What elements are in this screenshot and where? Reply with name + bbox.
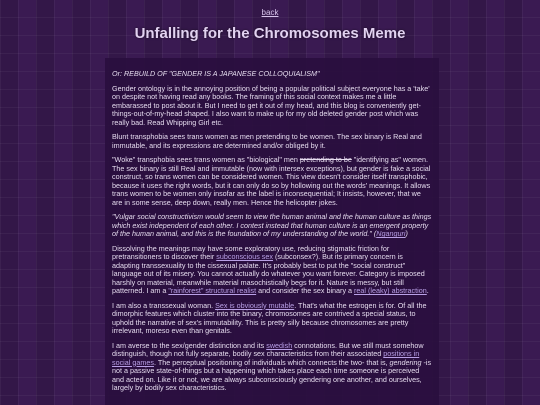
paragraph-dissolving-meanings — [112, 245, 432, 296]
quote-source-link[interactable]: Nganguri — [376, 229, 406, 238]
article-body — [105, 58, 439, 405]
swedish-link[interactable]: swedish — [266, 340, 293, 350]
text-span: (subconsex?). But its primary concern is adapting transsexuality to the cissexual palate. It's probably best to put the "social construct" language out of its misery. You cannot actually do whatever you want forever. Category is imposed harshly on material, meanwhile material masochistically begs for it. Nature is messy, but still patterned. I am a — [112, 252, 425, 295]
sex-mutable-link[interactable]: Sex is obviously mutable — [215, 300, 295, 310]
back-link[interactable]: back — [261, 8, 279, 17]
back-nav — [0, 8, 540, 17]
page-title: Unfalling for the Chromosomes Meme — [134, 25, 406, 42]
subconscious-sex-link[interactable]: subconscious sex — [216, 252, 273, 261]
emphasis-text: gendering — [389, 357, 422, 367]
text-span: . That's what the estrogen is for. Of all the dimorphic features which cluster into the binary, chromosomes are contrived a special status, to uphold the narrative of sex's immutability. This is pretty silly because chromosomes are pretty irrelevant, moreso even than genitals. — [112, 300, 427, 335]
social-games-link[interactable]: positions in social games — [112, 349, 420, 367]
quote-text: "Vulgar social constructivism would seem to view the human animal and the human culture as things which exist independent of each other. I contest instead that human culture is an emergent property of the human animal, and this is the foundation of my understanding of the world." ( — [112, 212, 432, 238]
text-span: connotations. But we still must somehow distinguish, though not fully separate, bodily sex characteristics from their associated — [112, 340, 424, 358]
leaky-abstraction-link[interactable]: real (leaky) abstraction — [354, 286, 427, 295]
struck-text: pretending to be — [299, 155, 352, 164]
paragraph-woke-transphobia — [112, 156, 432, 207]
article-subtitle: Or: REBUILD OF "GENDER IS A JAPANESE COLLOQUIALISM" — [112, 69, 320, 78]
text-span: "identifying as" women. The sex binary is still Real and immutable (now with intersex exceptions), but gender is fake a social construct, so trans women can be considered women. This view doesn't consider itself transphobic, because it uses the right words, but it can only do so by hollowing out the words' meanings. It allows trans women to be women only insofar as the label is inconsequential; It insists, however, that we are in some sense, deep down, really men. Hence the helicopter jokes. — [112, 155, 431, 207]
text-span: "Woke" transphobia sees trans women as "biological" men — [112, 155, 300, 164]
text-span: I am averse to the sex/gender distinction and its — [112, 340, 267, 350]
paragraph-blunt-transphobia: Blunt transphobia sees trans women as men pretending to be women. The sex binary is Real and immutable, and its expressions are determined and/or obliged by it. — [112, 132, 422, 150]
text-span: . — [426, 286, 429, 295]
paragraph-intro: Gender ontology is in the annoying position of being a popular political subject everyone has a 'take' on despite not having read any books. The framing of this social context makes me a little embarassed to post about it. But I need to get it out of my head, and this blog is conveniently get-things-out-of-my-head shaped. I also want to make up for my old deleted gender post which was really bad. Read Whipping Girl etc. — [112, 83, 430, 127]
text-span: I am also a transsexual woman. — [112, 300, 216, 310]
blockquote — [112, 213, 432, 239]
text-span: . The perceptual positioning of individuals which connects the two- that is, — [153, 357, 390, 367]
text-span: and consider the sex binary a — [256, 286, 355, 295]
paragraph-sex-gender-distinction — [112, 342, 432, 393]
structural-realist-link[interactable]: "rainforest" structural realist — [168, 286, 257, 295]
text-span: -is not a passive state-of-things but a happening which takes place each time someone is perceived and acted on. Like it or not, we are always subconsciously gendering one another, and ourselves, largely by bodily sex characteristics. — [112, 357, 432, 392]
paragraph-transsexual-woman — [112, 302, 432, 336]
text-span: ) — [405, 229, 408, 238]
text-span: Dissolving the meanings may have some exploratory use, reducing stigmatic friction for pretransitioners to discover their — [112, 243, 390, 261]
